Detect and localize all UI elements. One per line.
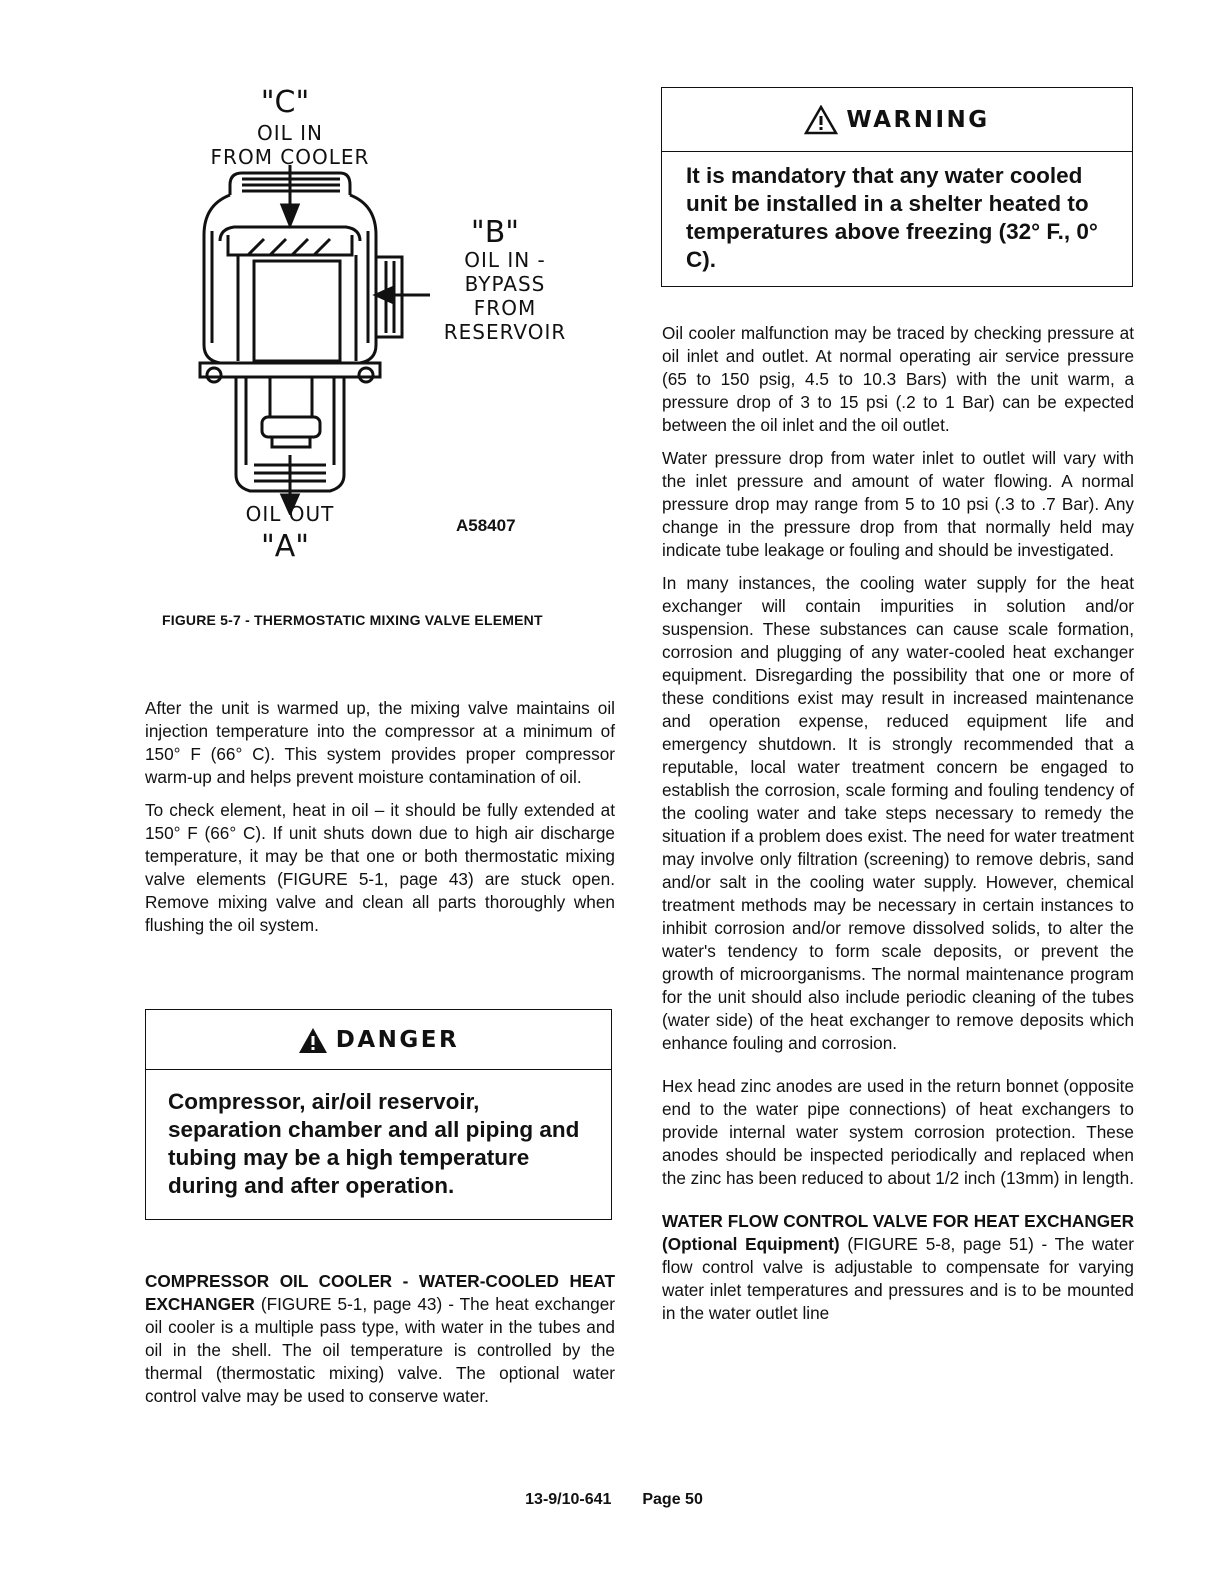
warning-title: WARNING: [846, 106, 990, 133]
danger-triangle-icon: [298, 1026, 328, 1054]
label-b-line: BYPASS: [464, 272, 546, 296]
label-b-marker: "B": [470, 215, 520, 250]
warning-triangle-icon: [804, 105, 838, 135]
danger-title: DANGER: [335, 1026, 460, 1053]
warning-header: [662, 88, 1132, 152]
water-flow-heading: WATER FLOW CONTROL VALVE FOR HEAT EXCHANGER (Optional Equipment): [662, 1211, 1134, 1254]
water-flow-text: (FIGURE 5-8, page 51) - The water flow control valve is adjustable to compensate for varying water inlet temperatures and pressures and is to be mounted in the water outlet line: [662, 1234, 1134, 1323]
danger-box: [145, 1009, 612, 1220]
page-number: Page 50: [642, 1491, 703, 1508]
left-column: [145, 697, 615, 937]
label-c-text: OIL IN: [257, 121, 323, 145]
left-section: [145, 1270, 615, 1408]
label-b-text: [425, 248, 585, 344]
oil-cooler-heading: COMPRESSOR OIL COOLER - WATER-COOLED HEAT EXCHANGER: [145, 1271, 615, 1314]
oil-cooler-text: (FIGURE 5-1, page 43) - The heat exchanger oil cooler is a multiple pass type, with water in the tubes and oil in the shell. The oil temperature is controlled by the thermal (thermostatic mixing) valve. The optional water control valve may be used to conserve water.: [145, 1294, 615, 1406]
paragraph-malfunction: Oil cooler malfunction may be traced by checking pressure at oil inlet and outlet. At normal operating air service pressure (65 to 150 psig, 4.5 to 10.3 Bars) with the unit warm, a pressure drop of 3 to 15 psi (.2 to 1 Bar) can be expected between the oil inlet and the oil outlet.: [662, 323, 1134, 435]
figure-ref-code: A58407: [456, 516, 516, 535]
right-column: [662, 322, 1134, 1325]
paragraph-warmup: After the unit is warmed up, the mixing valve maintains oil injection temperature into the compressor at a minimum of 150° F (66° C). This system provides proper compressor warm-up and helps prevent moisture contamination of oil.: [145, 698, 615, 787]
figure-caption: FIGURE 5-7 - THERMOSTATIC MIXING VALVE ELEMENT: [162, 612, 543, 628]
label-b-line: FROM: [473, 296, 537, 320]
label-c-text2: FROM COOLER: [210, 145, 370, 169]
paragraph-impurities: In many instances, the cooling water supply for the heat exchanger will contain impurities in solution and/or suspension. These substances can cause scale formation, corrosion and plugging of any water-cooled heat exchanger equipment. Disregarding the possibility that one or more of these conditions exist may result in increased maintenance and operation expense, reduced equipment life and emergency shutdown. It is strongly recommended that a reputable, local water treatment concern be engaged to establish the corrosion, scale forming and fouling tendency of the cooling water and take steps necessary to remedy the situation if a problem does exist. The need for water treatment may involve only filtration (screening) to remove debris, sand and/or salt in the cooling water supply. However, chemical treatment methods may be necessary in certain instances to inhibit corrosion and/or remove dissolved solids, to alter the water's tendency to form scale deposits, or prevent the growth of microorganisms. The normal maintenance program for the unit should also include periodic cleaning of the tubes (water side) of the heat exchanger to remove deposits which enhance fouling and corrosion.: [662, 573, 1134, 1053]
warning-box: [661, 87, 1133, 287]
thermostatic-valve-drawing: [190, 165, 450, 515]
paragraph-water-pressure: Water pressure drop from water inlet to outlet will vary with the inlet pressure and amount of water flowing. A normal pressure drop may range from 5 to 10 psi (.3 to .7 Bar). Any change in the pressure drop from that normally held may indicate tube leakage or fouling and should be investigated.: [662, 448, 1134, 560]
paragraph-check-element: To check element, heat in oil – it should be fully extended at 150° F (66° C). If unit shuts down due to high air discharge temperature, it may be that one or both thermostatic mixing valve elements (FIGURE 5-1, page 43) are stuck open. Remove mixing valve and clean all parts thoroughly when flushing the oil system.: [145, 800, 615, 935]
label-a-marker: "A": [260, 529, 310, 564]
document-code: 13-9/10-641: [525, 1491, 612, 1508]
warning-body: It is mandatory that any water cooled unit be installed in a shelter heated to temperatures above freezing (32° F., 0° C).: [686, 163, 1098, 272]
page-footer: [0, 1491, 1228, 1509]
danger-body: Compressor, air/oil reservoir, separation chamber and all piping and tubing may be a high temperature during and after operation.: [168, 1089, 580, 1198]
label-b-line: RESERVOIR: [443, 320, 567, 344]
danger-header: [146, 1010, 611, 1070]
paragraph-zinc-anodes: Hex head zinc anodes are used in the return bonnet (opposite end to the water pipe connections) of heat exchangers to provide internal water system corrosion protection. These anodes should be inspected periodically and replaced when the zinc has been reduced to about 1/2 inch (13mm) in length.: [662, 1076, 1134, 1188]
label-b-line: OIL IN -: [464, 248, 546, 272]
label-c-marker: "C": [260, 85, 310, 120]
label-a-text: OIL OUT: [245, 502, 335, 526]
